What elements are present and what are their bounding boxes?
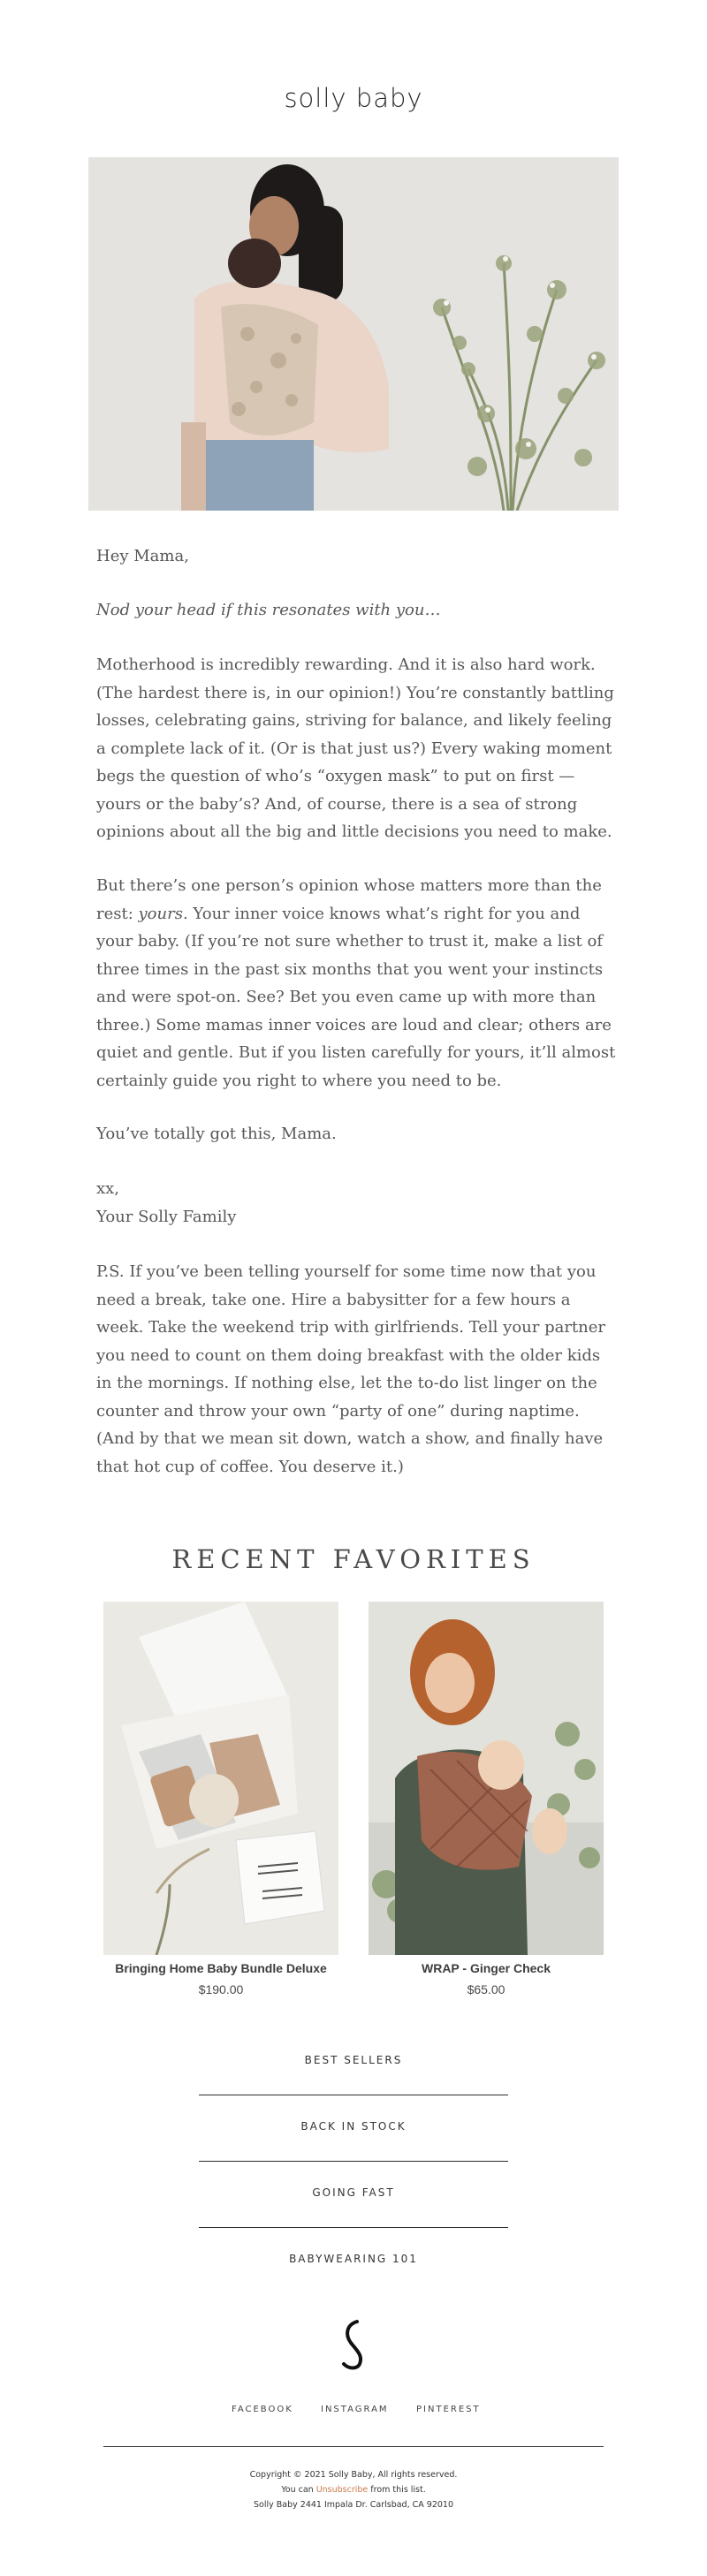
- product-price: $190.00: [198, 1982, 244, 1996]
- intro-line: Nod your head if this resonates with you…: [96, 601, 441, 619]
- product-card[interactable]: [103, 1602, 338, 1998]
- recent-favorites-title: RECENT FAVORITES: [171, 1544, 536, 1574]
- paragraph-2: [96, 872, 618, 1095]
- unsub-suffix: from this list.: [368, 2485, 426, 2495]
- wrap-illustration: [369, 1602, 604, 1955]
- hero-illustration: [88, 157, 619, 511]
- paragraph-2-lead: But there’s one person’s opinion whose matters more than the rest:: [96, 876, 602, 923]
- product-name[interactable]: WRAP - Ginger Check: [422, 1961, 551, 1975]
- paragraph-3: You’ve totally got this, Mama.: [96, 1125, 337, 1143]
- footer-divider: [103, 2446, 604, 2447]
- paragraph-1: Motherhood is incredibly rewarding. And it is also hard work. (The hardest there is, in our opinion!) You’re constantly battling losses, celebrating gains, striving for balance, and likely feeling a complete lack of it. (Or is that just us?) Every waking moment begs the question of who’s “oxygen mask” to put on first — yours or the baby’s? And, of course, there is a sea of strong opinions about all the big and little decisions you need to make.: [96, 655, 614, 841]
- footer-address: Solly Baby 2441 Impala Dr. Carlsbad, CA 92010: [254, 2500, 453, 2510]
- product-price: $65.00: [467, 1982, 506, 1996]
- signoff-line-2: Your Solly Family: [96, 1207, 237, 1226]
- unsub-prefix: You can: [281, 2485, 316, 2495]
- nav-best-sellers[interactable]: BEST SELLERS: [304, 2054, 403, 2066]
- divider: [199, 2227, 508, 2228]
- footer-copyright: Copyright © 2021 Solly Baby, All rights reserved.: [249, 2470, 458, 2480]
- hero-image[interactable]: [88, 157, 619, 511]
- nav-babywearing-101[interactable]: BABYWEARING 101: [289, 2253, 418, 2265]
- signoff-line-1: xx,: [96, 1179, 120, 1198]
- paragraph-2-rest: . Your inner voice knows what’s right for you and your baby. (If you’re not sure whether to trust it, make a list of three times in the past six months that you went your instincts and were spot-on. See? Bet you even came up with more than three.) Some mamas inner voices are loud and clear; others are quiet and gentle. But if you listen carefully for yours, it’ll almost certainly guide you right to where you need to be.: [96, 904, 616, 1090]
- postscript: P.S. If you’ve been telling yourself for some time now that you need a break, take one. Hire a babysitter for a few hours a week. Take the weekend trip with girlfriends. Tell your partner you need to count on them doing breakfast with the older kids in the mornings. If nothing else, let the to-do list linger on the counter and throw your own “party of one” during naptime. (And by that we mean sit down, watch a show, and finally have that hot cup of coffee. You deserve it.): [96, 1262, 606, 1476]
- bundle-illustration: [103, 1602, 338, 1955]
- greeting: Hey Mama,: [96, 547, 189, 565]
- footer-unsubscribe-line: [0, 2485, 707, 2495]
- brand-logo[interactable]: solly baby: [284, 83, 423, 113]
- nav-going-fast[interactable]: GOING FAST: [312, 2186, 395, 2199]
- facebook-link[interactable]: FACEBOOK: [232, 2405, 293, 2414]
- paragraph-2-emphasis: yours: [138, 904, 183, 923]
- divider: [199, 2161, 508, 2162]
- instagram-link[interactable]: INSTAGRAM: [321, 2405, 389, 2414]
- signoff: [96, 1175, 618, 1231]
- pinterest-link[interactable]: PINTEREST: [416, 2405, 481, 2414]
- product-image[interactable]: [103, 1602, 338, 1955]
- unsubscribe-link[interactable]: Unsubscribe: [315, 2485, 369, 2495]
- product-card[interactable]: [369, 1602, 604, 1998]
- nav-back-in-stock[interactable]: BACK IN STOCK: [300, 2120, 407, 2133]
- brand-s-icon[interactable]: [333, 2318, 374, 2371]
- product-name[interactable]: Bringing Home Baby Bundle Deluxe: [115, 1961, 327, 1975]
- product-image[interactable]: [369, 1602, 604, 1955]
